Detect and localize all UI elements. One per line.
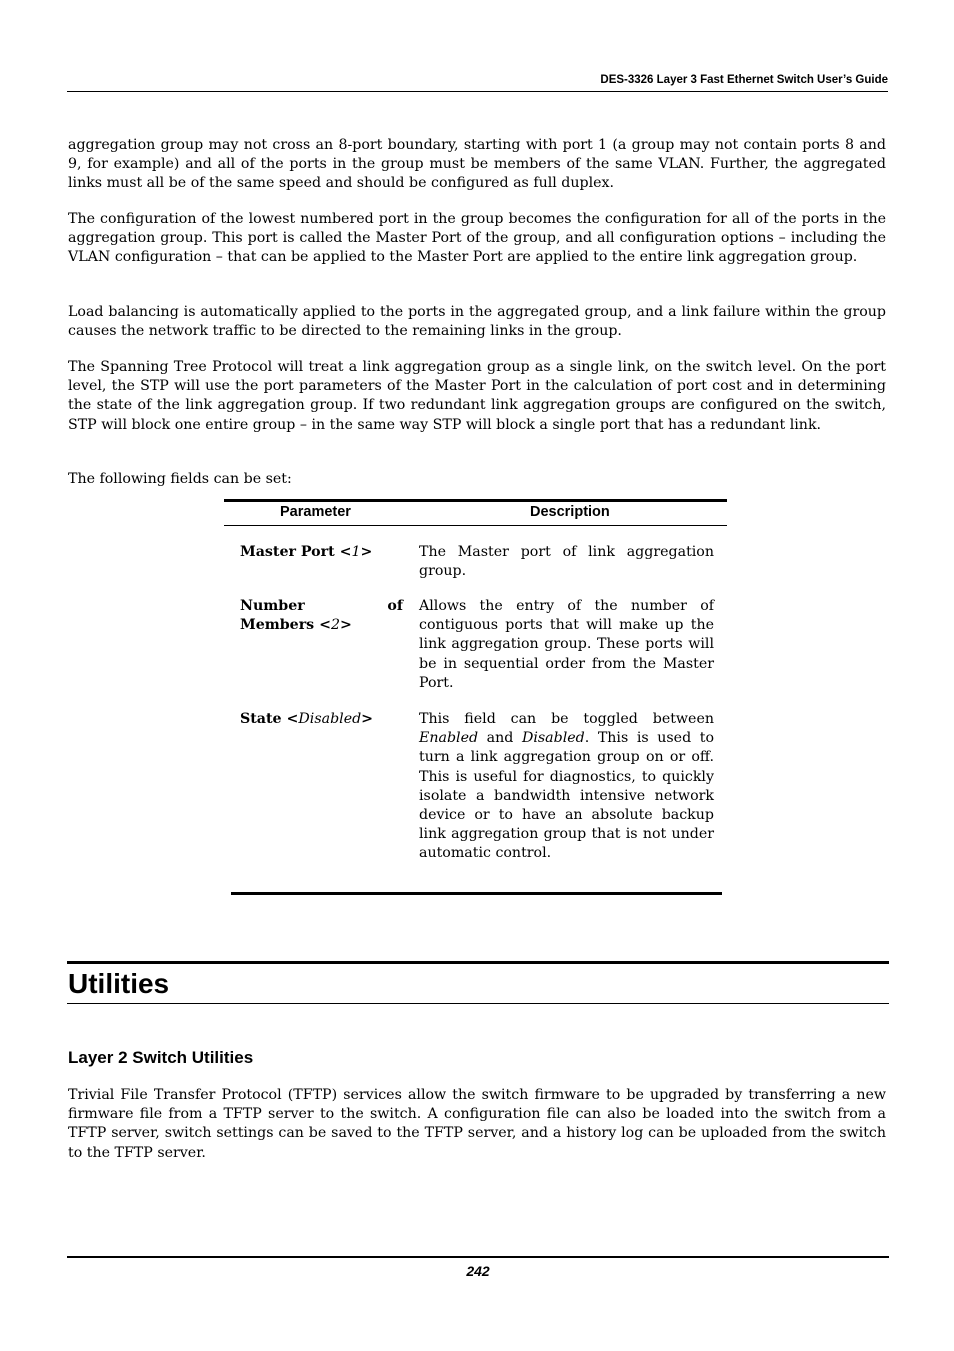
table-header-rule [224, 525, 727, 526]
desc-text: This field can be toggled between [419, 711, 714, 727]
param-name-word: Members [240, 617, 315, 634]
paragraph-master-port-config: The configuration of the lowest numbered port in the group becomes the configuration for all of the ports in the aggregation group. This port is called the Master Port of the group, and all configuration options – including the VLAN configuration – that can be applied to the Master Port are applied to the entire link aggregation group. [68, 211, 886, 266]
desc-number-of-members: Allows the entry of the number of contiguous ports that will make up the link aggregation group. These ports will be in sequential order from the Master Port. [419, 598, 714, 691]
desc-state [419, 710, 714, 864]
paragraph-spanning-tree: The Spanning Tree Protocol will treat a link aggregation group as a single link, on the switch level. On the port level, the STP will use the port parameters of the Master Port in the calculation of port cost and in determining the state of the link aggregation group. If two redundant link aggregation groups are configured on the switch, STP will block one entire group – in the same way STP will block a single port that has a redundant link. [68, 359, 886, 433]
param-name: Master Port [240, 544, 335, 560]
paragraph-load-balancing: Load balancing is automatically applied to the ports in the aggregated group, and a link failure within the group causes the network traffic to be directed to the remaining links in the group. [68, 304, 886, 340]
header-rule [67, 91, 888, 92]
desc-emphasis-enabled: Enabled [419, 730, 479, 747]
section-top-rule [67, 961, 889, 964]
desc-text: . This is used to turn a link aggregation group on or off. This is useful for diagnostics, to quickly isolate a bandwidth intensive network device or to have an absolute backup link aggregation group that is not under automatic control. [419, 730, 714, 862]
param-name: State [240, 711, 282, 727]
desc-master-port: The Master port of link aggregation group. [419, 544, 714, 580]
param-default-value: Disabled [298, 711, 362, 727]
param-master-port: Master Port <1> [240, 544, 373, 560]
table-bottom-rule [231, 892, 722, 895]
paragraph-fields-intro: The following fields can be set: [68, 471, 292, 487]
section-title: Utilities [68, 968, 170, 999]
running-header: DES-3326 Layer 3 Fast Ethernet Switch User’s Guide [600, 74, 888, 86]
param-name-word: Number [240, 598, 305, 614]
desc-text: and [486, 730, 514, 747]
param-default-value: 2 [331, 617, 341, 634]
param-default-value: 1 [351, 544, 361, 560]
footer-rule [67, 1256, 889, 1258]
subsection-title: Layer 2 Switch Utilities [68, 1048, 254, 1067]
column-header-description: Description [530, 504, 610, 520]
paragraph-tftp: Trivial File Transfer Protocol (TFTP) services allow the switch firmware to be upgraded by transferring a new firmware file from a TFTP server to the switch. A configuration file can also be loaded into the switch from a TFTP server, switch settings can be saved to the TFTP server, and a history log can be uploaded from the switch to the TFTP server. [68, 1087, 886, 1161]
param-state: State <Disabled> [240, 711, 374, 727]
table-top-rule [224, 499, 727, 502]
desc-emphasis-disabled: Disabled [521, 730, 585, 747]
column-header-parameter: Parameter [280, 504, 351, 520]
paragraph-aggregation-boundary: aggregation group may not cross an 8-port boundary, starting with port 1 (a group may not contain ports 8 and 9, for example) and all of the ports in the group must be members of the same VLAN. Further, the aggregated links must all be of the same speed and should be configured as full duplex. [68, 137, 886, 192]
param-number-of-members: Number of Members <2> [240, 598, 403, 634]
param-name-word: of [387, 598, 403, 614]
page-number: 242 [466, 1263, 490, 1279]
section-bottom-rule [67, 1003, 889, 1004]
